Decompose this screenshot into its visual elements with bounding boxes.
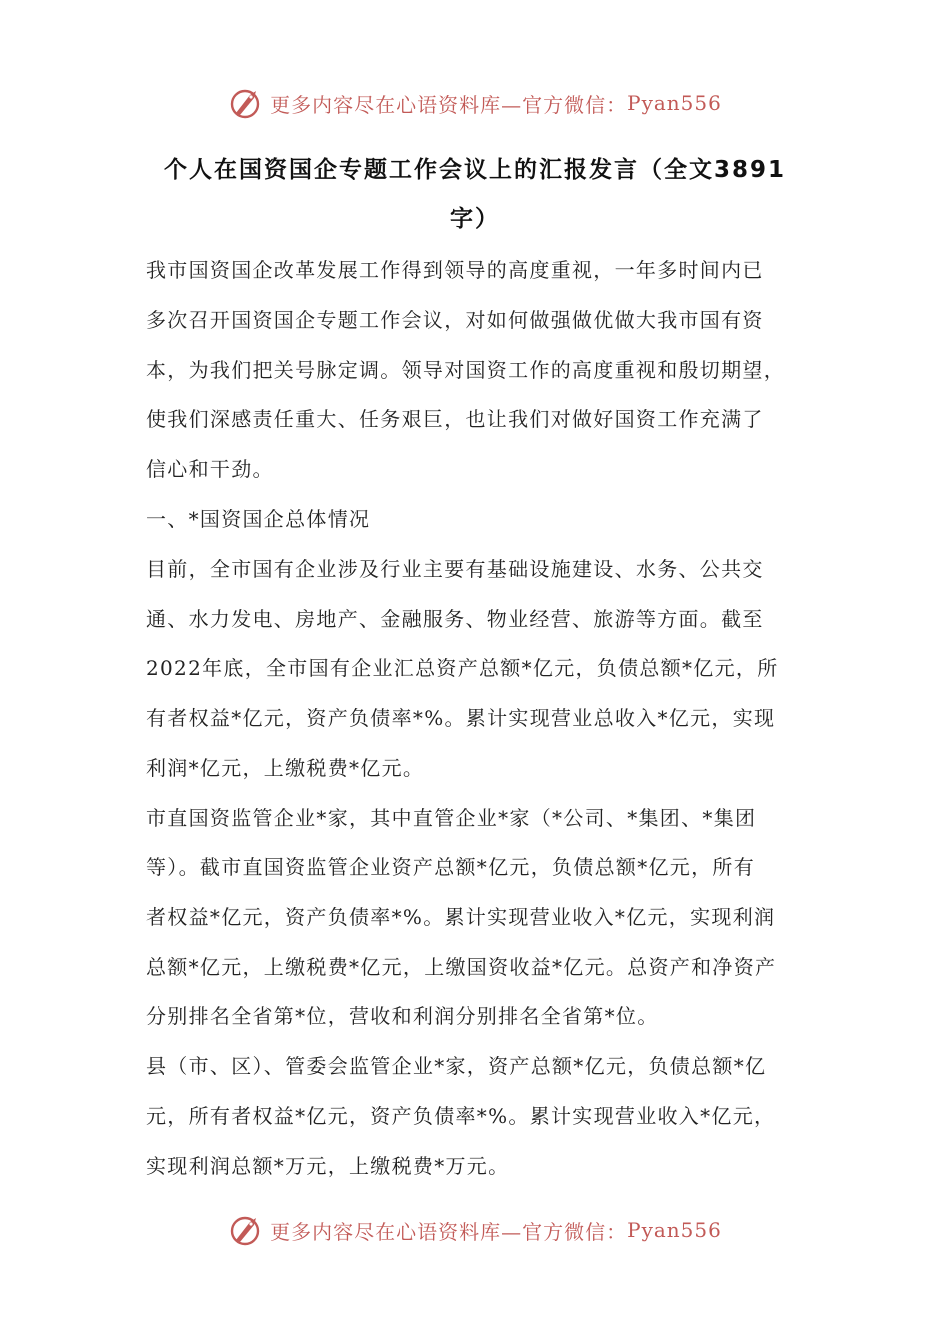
body-line: 目前，全市国有企业涉及行业主要有基础设施建设、水务、公共交 [146,557,764,581]
header-banner [0,83,950,123]
banner-text: 更多内容尽在心语资料库—官方微信： [270,1219,628,1244]
body-line: 使我们深感责任重大、任务艰巨，也让我们对做好国资工作充满了 [146,407,764,431]
body-line: 本，为我们把关号脉定调。领导对国资工作的高度重视和殷切期望， [146,358,785,382]
section-heading: 一、*国资国企总体情况 [146,507,371,531]
banner-wechat-id: Pyan556 [627,91,722,115]
body-line: 利润*亿元，上缴税费*亿元。 [146,756,425,780]
body-line: 多次召开国资国企专题工作会议，对如何做强做优做大我市国有资 [146,308,764,332]
footer-banner [0,1210,950,1250]
body-line: 信心和干劲。 [146,457,274,481]
body-line: 实现利润总额*万元，上缴税费*万元。 [146,1154,510,1178]
body-line: 2022年底，全市国有企业汇总资产总额*亿元，负债总额*亿元，所 [146,656,779,680]
body-line: 等）。截市直国资监管企业资产总额*亿元，负债总额*亿元，所有 [146,855,755,879]
banner-wechat-id: Pyan556 [627,1218,722,1242]
body-line: 县（市、区）、管委会监管企业*家，资产总额*亿元，负债总额*亿 [146,1054,767,1078]
body-line: 我市国资国企改革发展工作得到领导的高度重视，一年多时间内已 [146,258,764,282]
pen-nib-logo-icon [228,1212,264,1248]
body-line: 元，所有者权益*亿元，资产负债率*%。累计实现营业收入*亿元， [146,1104,776,1128]
body-line: 通、水力发电、房地产、金融服务、物业经营、旅游等方面。截至 [146,607,764,631]
body-line: 分别排名全省第*位，营收和利润分别排名全省第*位。 [146,1004,659,1028]
banner-text: 更多内容尽在心语资料库—官方微信： [270,92,628,117]
document-title-line-2: 字） [450,206,500,232]
body-line: 市直国资监管企业*家，其中直管企业*家（*公司、*集团、*集团 [146,806,757,830]
body-line: 有者权益*亿元，资产负债率*%。累计实现营业总收入*亿元，实现 [146,706,776,730]
document-title-line-1: 个人在国资国企专题工作会议上的汇报发言（全文3891 [163,157,786,183]
pen-nib-logo-icon [228,85,264,121]
body-line: 者权益*亿元，资产负债率*%。累计实现营业收入*亿元，实现利润 [146,905,776,929]
body-line: 总额*亿元，上缴税费*亿元，上缴国资收益*亿元。总资产和净资产 [146,955,777,979]
